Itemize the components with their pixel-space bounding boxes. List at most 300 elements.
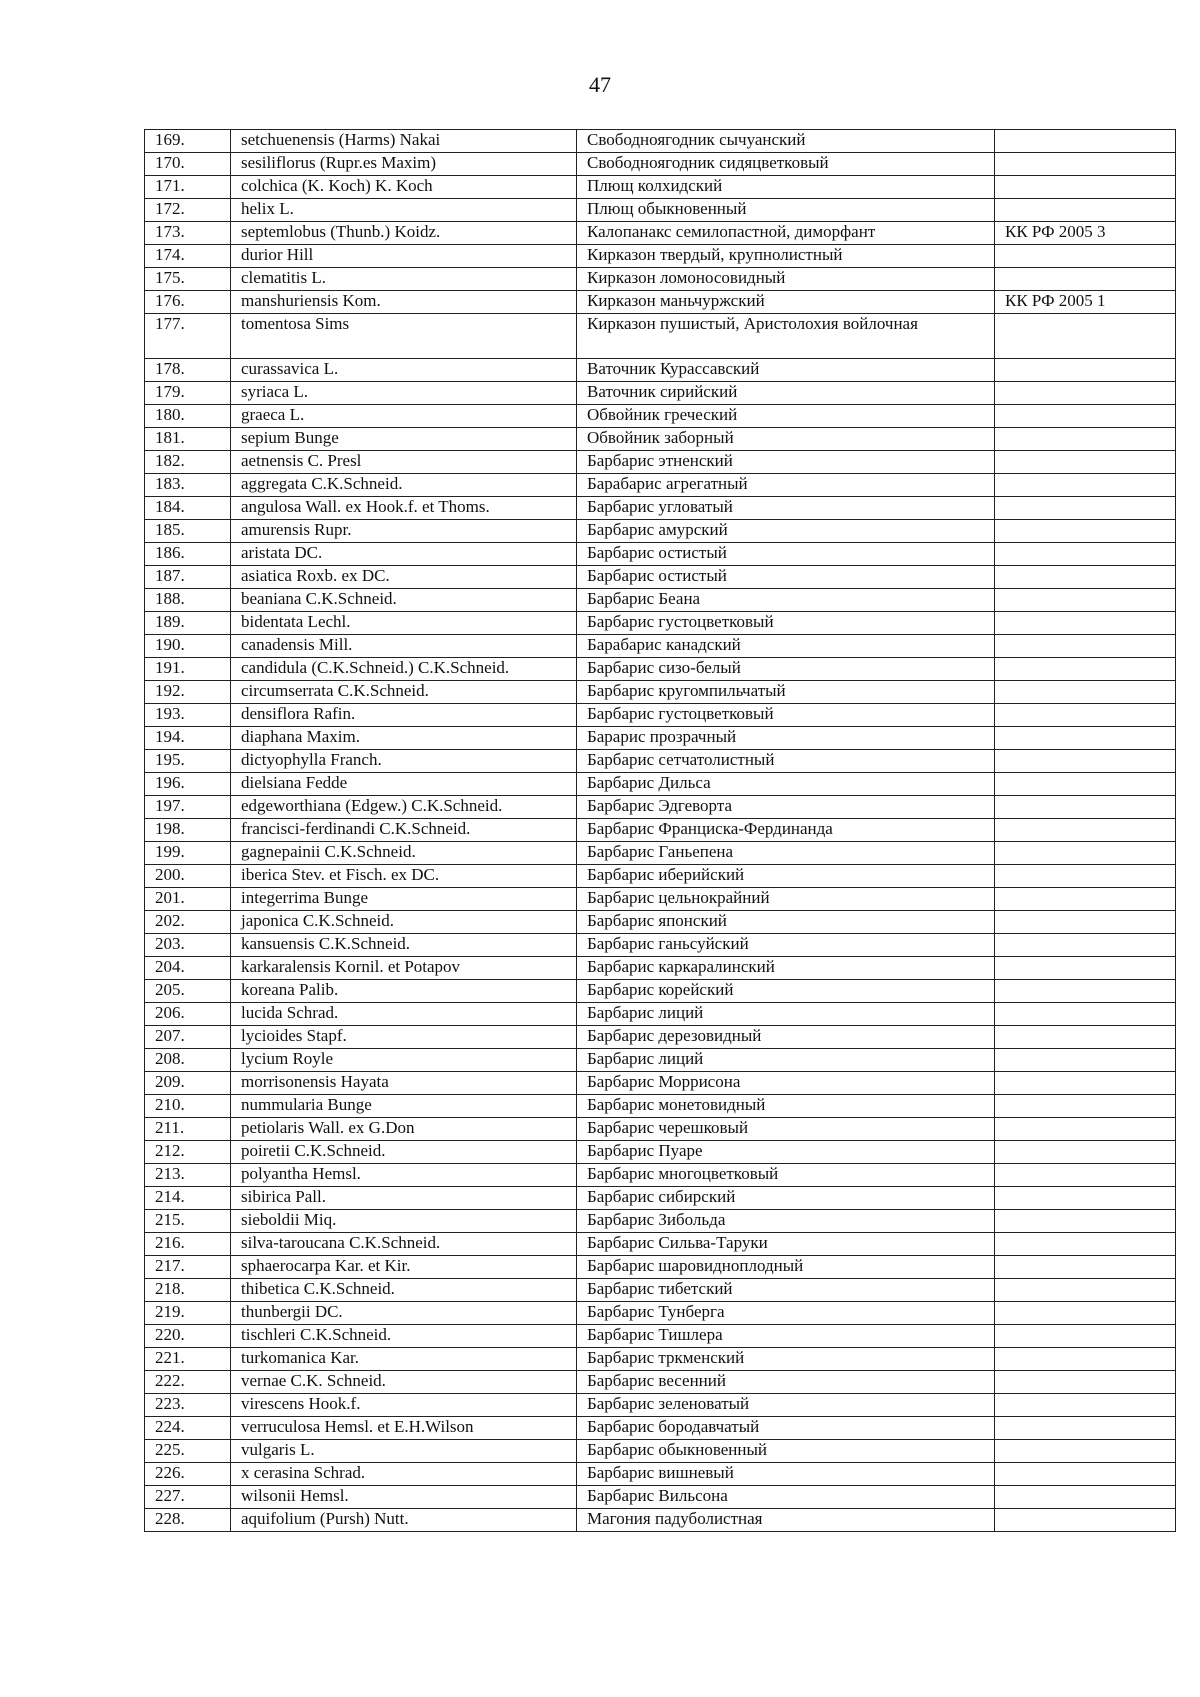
red-book-note-cell — [995, 865, 1176, 888]
row-number-cell: 201. — [145, 888, 231, 911]
russian-name-cell: Барарис прозрачный — [577, 727, 995, 750]
table-row — [145, 934, 1176, 957]
russian-name-cell: Барбарис кругомпильчатый — [577, 681, 995, 704]
latin-name-cell: thibetica C.K.Schneid. — [231, 1279, 577, 1302]
russian-name-cell: Барбарис Сильва-Таруки — [577, 1233, 995, 1256]
russian-name-cell: Барбарис каркаралинский — [577, 957, 995, 980]
row-number-cell: 205. — [145, 980, 231, 1003]
row-number-cell: 181. — [145, 428, 231, 451]
latin-name-cell: sphaerocarpa Kar. et Kir. — [231, 1256, 577, 1279]
red-book-note-cell — [995, 1256, 1176, 1279]
table-row — [145, 1302, 1176, 1325]
row-number-cell: 199. — [145, 842, 231, 865]
table-row — [145, 819, 1176, 842]
russian-name-cell: Барбарис Ганьепена — [577, 842, 995, 865]
table-row — [145, 911, 1176, 934]
row-number-cell: 179. — [145, 382, 231, 405]
red-book-note-cell — [995, 658, 1176, 681]
row-number-cell: 178. — [145, 359, 231, 382]
red-book-note-cell — [995, 957, 1176, 980]
row-number-cell: 190. — [145, 635, 231, 658]
russian-name-cell: Барбарис корейский — [577, 980, 995, 1003]
row-number-cell: 202. — [145, 911, 231, 934]
russian-name-cell: Барбарис сизо-белый — [577, 658, 995, 681]
row-number-cell: 194. — [145, 727, 231, 750]
red-book-note-cell — [995, 934, 1176, 957]
red-book-note-cell — [995, 1141, 1176, 1164]
table-row — [145, 1118, 1176, 1141]
russian-name-cell: Барбарис Тишлера — [577, 1325, 995, 1348]
row-number-cell: 171. — [145, 176, 231, 199]
russian-name-cell: Барбарис Эдгеворта — [577, 796, 995, 819]
row-number-cell: 213. — [145, 1164, 231, 1187]
latin-name-cell: setchuenensis (Harms) Nakai — [231, 130, 577, 153]
russian-name-cell: Барбарис Моррисона — [577, 1072, 995, 1095]
table-row — [145, 1095, 1176, 1118]
russian-name-cell: Барбарис амурский — [577, 520, 995, 543]
table-row — [145, 1509, 1176, 1532]
red-book-note-cell — [995, 245, 1176, 268]
russian-name-cell: Плющ колхидский — [577, 176, 995, 199]
table-row — [145, 1486, 1176, 1509]
latin-name-cell: kansuensis C.K.Schneid. — [231, 934, 577, 957]
russian-name-cell: Барбарис Зибольда — [577, 1210, 995, 1233]
row-number-cell: 200. — [145, 865, 231, 888]
russian-name-cell: Барабарис агрегатный — [577, 474, 995, 497]
row-number-cell: 214. — [145, 1187, 231, 1210]
russian-name-cell: Барбарис остистый — [577, 543, 995, 566]
table-row — [145, 130, 1176, 153]
russian-name-cell: Барабарис канадский — [577, 635, 995, 658]
row-number-cell: 227. — [145, 1486, 231, 1509]
russian-name-cell: Барбарис иберийский — [577, 865, 995, 888]
row-number-cell: 216. — [145, 1233, 231, 1256]
russian-name-cell: Кирказон пушистый, Аристолохия войлочная — [577, 314, 995, 359]
latin-name-cell: vulgaris L. — [231, 1440, 577, 1463]
table-row — [145, 1164, 1176, 1187]
red-book-note-cell — [995, 566, 1176, 589]
red-book-note-cell: КК РФ 2005 1 — [995, 291, 1176, 314]
latin-name-cell: lycium Royle — [231, 1049, 577, 1072]
latin-name-cell: karkaralensis Kornil. et Potapov — [231, 957, 577, 980]
russian-name-cell: Барбарис сетчатолистный — [577, 750, 995, 773]
red-book-note-cell — [995, 1463, 1176, 1486]
latin-name-cell: septemlobus (Thunb.) Koidz. — [231, 222, 577, 245]
table-row — [145, 1233, 1176, 1256]
latin-name-cell: sibirica Pall. — [231, 1187, 577, 1210]
row-number-cell: 195. — [145, 750, 231, 773]
row-number-cell: 225. — [145, 1440, 231, 1463]
russian-name-cell: Барбарис зеленоватый — [577, 1394, 995, 1417]
red-book-note-cell — [995, 543, 1176, 566]
row-number-cell: 169. — [145, 130, 231, 153]
russian-name-cell: Барбарис густоцветковый — [577, 704, 995, 727]
red-book-note-cell — [995, 635, 1176, 658]
red-book-note-cell — [995, 796, 1176, 819]
latin-name-cell: poiretii C.K.Schneid. — [231, 1141, 577, 1164]
russian-name-cell: Барбарис шаровиднoплодный — [577, 1256, 995, 1279]
row-number-cell: 189. — [145, 612, 231, 635]
table-row — [145, 1072, 1176, 1095]
table-row — [145, 612, 1176, 635]
russian-name-cell: Барбарис Пуаре — [577, 1141, 995, 1164]
table-row — [145, 176, 1176, 199]
latin-name-cell: bidentata Lechl. — [231, 612, 577, 635]
table-row — [145, 888, 1176, 911]
russian-name-cell: Свободноягодник сычуанский — [577, 130, 995, 153]
red-book-note-cell — [995, 1118, 1176, 1141]
latin-name-cell: nummularia Bunge — [231, 1095, 577, 1118]
red-book-note-cell — [995, 1210, 1176, 1233]
row-number-cell: 209. — [145, 1072, 231, 1095]
latin-name-cell: tischleri C.K.Schneid. — [231, 1325, 577, 1348]
latin-name-cell: candidula (C.K.Schneid.) C.K.Schneid. — [231, 658, 577, 681]
russian-name-cell: Барбарис обыкновенный — [577, 1440, 995, 1463]
table-row — [145, 1003, 1176, 1026]
table-row — [145, 681, 1176, 704]
red-book-note-cell — [995, 1187, 1176, 1210]
table-row — [145, 474, 1176, 497]
row-number-cell: 221. — [145, 1348, 231, 1371]
table-row — [145, 1256, 1176, 1279]
row-number-cell: 186. — [145, 543, 231, 566]
row-number-cell: 217. — [145, 1256, 231, 1279]
table-row — [145, 750, 1176, 773]
russian-name-cell: Барбарис Дильса — [577, 773, 995, 796]
table-row — [145, 842, 1176, 865]
red-book-note-cell — [995, 842, 1176, 865]
latin-name-cell: wilsonii Hemsl. — [231, 1486, 577, 1509]
red-book-note-cell — [995, 1371, 1176, 1394]
table-row — [145, 1026, 1176, 1049]
red-book-note-cell — [995, 1486, 1176, 1509]
russian-name-cell: Барбарис густоцветковый — [577, 612, 995, 635]
row-number-cell: 184. — [145, 497, 231, 520]
table-row — [145, 428, 1176, 451]
red-book-note-cell — [995, 681, 1176, 704]
latin-name-cell: asiatica Roxb. ex DC. — [231, 566, 577, 589]
latin-name-cell: koreana Palib. — [231, 980, 577, 1003]
latin-name-cell: thunbergii DC. — [231, 1302, 577, 1325]
russian-name-cell: Барбарис черешковый — [577, 1118, 995, 1141]
row-number-cell: 203. — [145, 934, 231, 957]
russian-name-cell: Барбарис дерезовидный — [577, 1026, 995, 1049]
table-row — [145, 1325, 1176, 1348]
row-number-cell: 204. — [145, 957, 231, 980]
row-number-cell: 172. — [145, 199, 231, 222]
latin-name-cell: japonica C.K.Schneid. — [231, 911, 577, 934]
row-number-cell: 180. — [145, 405, 231, 428]
species-table-body — [145, 130, 1176, 1532]
red-book-note-cell — [995, 1302, 1176, 1325]
russian-name-cell: Барбарис вишневый — [577, 1463, 995, 1486]
row-number-cell: 224. — [145, 1417, 231, 1440]
latin-name-cell: manshuriensis Kom. — [231, 291, 577, 314]
red-book-note-cell — [995, 1417, 1176, 1440]
russian-name-cell: Плющ обыкновенный — [577, 199, 995, 222]
latin-name-cell: aetnensis C. Presl — [231, 451, 577, 474]
russian-name-cell: Барбарис японский — [577, 911, 995, 934]
row-number-cell: 182. — [145, 451, 231, 474]
red-book-note-cell — [995, 1348, 1176, 1371]
latin-name-cell: polyantha Hemsl. — [231, 1164, 577, 1187]
table-row — [145, 1440, 1176, 1463]
russian-name-cell: Барбарис угловатый — [577, 497, 995, 520]
latin-name-cell: beaniana C.K.Schneid. — [231, 589, 577, 612]
row-number-cell: 210. — [145, 1095, 231, 1118]
row-number-cell: 223. — [145, 1394, 231, 1417]
red-book-note-cell — [995, 497, 1176, 520]
row-number-cell: 170. — [145, 153, 231, 176]
latin-name-cell: francisci-ferdinandi C.K.Schneid. — [231, 819, 577, 842]
red-book-note-cell — [995, 268, 1176, 291]
red-book-note-cell — [995, 405, 1176, 428]
row-number-cell: 219. — [145, 1302, 231, 1325]
red-book-note-cell — [995, 773, 1176, 796]
row-number-cell: 185. — [145, 520, 231, 543]
latin-name-cell: angulosa Wall. ex Hook.f. et Thoms. — [231, 497, 577, 520]
table-row — [145, 1463, 1176, 1486]
latin-name-cell: iberica Stev. et Fisch. ex DC. — [231, 865, 577, 888]
row-number-cell: 183. — [145, 474, 231, 497]
table-row — [145, 658, 1176, 681]
russian-name-cell: Кирказон маньчуржский — [577, 291, 995, 314]
latin-name-cell: morrisonensis Hayata — [231, 1072, 577, 1095]
species-table — [144, 129, 1176, 1532]
red-book-note-cell — [995, 176, 1176, 199]
russian-name-cell: Барбарис цельнокрайний — [577, 888, 995, 911]
latin-name-cell: curassavica L. — [231, 359, 577, 382]
red-book-note-cell — [995, 911, 1176, 934]
red-book-note-cell — [995, 451, 1176, 474]
table-row — [145, 543, 1176, 566]
latin-name-cell: petiolaris Wall. ex G.Don — [231, 1118, 577, 1141]
russian-name-cell: Барбарис остистый — [577, 566, 995, 589]
latin-name-cell: vernae C.K. Schneid. — [231, 1371, 577, 1394]
page-number: 47 — [589, 72, 611, 97]
latin-name-cell: dielsiana Fedde — [231, 773, 577, 796]
russian-name-cell: Барбарис многоцветковый — [577, 1164, 995, 1187]
table-row — [145, 382, 1176, 405]
red-book-note-cell — [995, 1233, 1176, 1256]
russian-name-cell: Калопанакс семилопастной, диморфант — [577, 222, 995, 245]
table-row — [145, 497, 1176, 520]
russian-name-cell: Ваточник сирийский — [577, 382, 995, 405]
row-number-cell: 174. — [145, 245, 231, 268]
row-number-cell: 220. — [145, 1325, 231, 1348]
russian-name-cell: Свободноягодник сидяцветковый — [577, 153, 995, 176]
table-row — [145, 1049, 1176, 1072]
russian-name-cell: Кирказон твердый, крупнолистный — [577, 245, 995, 268]
red-book-note-cell — [995, 589, 1176, 612]
russian-name-cell: Барбарис Франциска-Фердинанда — [577, 819, 995, 842]
row-number-cell: 208. — [145, 1049, 231, 1072]
table-row — [145, 1417, 1176, 1440]
red-book-note-cell — [995, 130, 1176, 153]
table-row — [145, 268, 1176, 291]
row-number-cell: 218. — [145, 1279, 231, 1302]
row-number-cell: 176. — [145, 291, 231, 314]
table-row — [145, 359, 1176, 382]
latin-name-cell: turkomanica Kar. — [231, 1348, 577, 1371]
red-book-note-cell — [995, 359, 1176, 382]
red-book-note-cell — [995, 1279, 1176, 1302]
red-book-note-cell — [995, 819, 1176, 842]
table-row — [145, 1187, 1176, 1210]
red-book-note-cell — [995, 1049, 1176, 1072]
red-book-note-cell — [995, 1164, 1176, 1187]
table-row — [145, 865, 1176, 888]
row-number-cell: 188. — [145, 589, 231, 612]
russian-name-cell: Барбарис лиций — [577, 1049, 995, 1072]
red-book-note-cell — [995, 1325, 1176, 1348]
latin-name-cell: aristata DC. — [231, 543, 577, 566]
table-row — [145, 405, 1176, 428]
table-row — [145, 980, 1176, 1003]
red-book-note-cell — [995, 1026, 1176, 1049]
row-number-cell: 228. — [145, 1509, 231, 1532]
latin-name-cell: sieboldii Miq. — [231, 1210, 577, 1233]
red-book-note-cell — [995, 980, 1176, 1003]
latin-name-cell: edgeworthiana (Edgew.) C.K.Schneid. — [231, 796, 577, 819]
table-row — [145, 291, 1176, 314]
latin-name-cell: durior Hill — [231, 245, 577, 268]
latin-name-cell: integerrima Bunge — [231, 888, 577, 911]
russian-name-cell: Барбарис Беана — [577, 589, 995, 612]
table-row — [145, 635, 1176, 658]
red-book-note-cell — [995, 704, 1176, 727]
latin-name-cell: clematitis L. — [231, 268, 577, 291]
red-book-note-cell — [995, 1394, 1176, 1417]
red-book-note-cell — [995, 1440, 1176, 1463]
latin-name-cell: x cerasina Schrad. — [231, 1463, 577, 1486]
row-number-cell: 196. — [145, 773, 231, 796]
table-row — [145, 796, 1176, 819]
latin-name-cell: lucida Schrad. — [231, 1003, 577, 1026]
russian-name-cell: Кирказон ломоносовидный — [577, 268, 995, 291]
row-number-cell: 212. — [145, 1141, 231, 1164]
russian-name-cell: Барбарис тибетский — [577, 1279, 995, 1302]
red-book-note-cell — [995, 382, 1176, 405]
table-row — [145, 520, 1176, 543]
table-row — [145, 451, 1176, 474]
row-number-cell: 207. — [145, 1026, 231, 1049]
russian-name-cell: Барбарис бородавчатый — [577, 1417, 995, 1440]
russian-name-cell: Обвойник заборный — [577, 428, 995, 451]
table-row — [145, 245, 1176, 268]
row-number-cell: 215. — [145, 1210, 231, 1233]
latin-name-cell: diaphana Maxim. — [231, 727, 577, 750]
latin-name-cell: aggregata C.K.Schneid. — [231, 474, 577, 497]
latin-name-cell: helix L. — [231, 199, 577, 222]
row-number-cell: 222. — [145, 1371, 231, 1394]
table-row — [145, 589, 1176, 612]
row-number-cell: 226. — [145, 1463, 231, 1486]
table-row — [145, 704, 1176, 727]
red-book-note-cell — [995, 1072, 1176, 1095]
red-book-note-cell — [995, 520, 1176, 543]
russian-name-cell: Ваточник Курассавский — [577, 359, 995, 382]
red-book-note-cell — [995, 1095, 1176, 1118]
red-book-note-cell: КК РФ 2005 3 — [995, 222, 1176, 245]
red-book-note-cell — [995, 612, 1176, 635]
russian-name-cell: Барбарис тркменский — [577, 1348, 995, 1371]
red-book-note-cell — [995, 1509, 1176, 1532]
russian-name-cell: Барбарис монетовидный — [577, 1095, 995, 1118]
table-row — [145, 1371, 1176, 1394]
latin-name-cell: circumserrata C.K.Schneid. — [231, 681, 577, 704]
latin-name-cell: lycioides Stapf. — [231, 1026, 577, 1049]
latin-name-cell: verruculosa Hemsl. et E.H.Wilson — [231, 1417, 577, 1440]
russian-name-cell: Барбарис Вильсона — [577, 1486, 995, 1509]
latin-name-cell: sepium Bunge — [231, 428, 577, 451]
table-row — [145, 314, 1176, 359]
latin-name-cell: silva-taroucana C.K.Schneid. — [231, 1233, 577, 1256]
red-book-note-cell — [995, 199, 1176, 222]
latin-name-cell: syriaca L. — [231, 382, 577, 405]
row-number-cell: 198. — [145, 819, 231, 842]
row-number-cell: 173. — [145, 222, 231, 245]
red-book-note-cell — [995, 888, 1176, 911]
russian-name-cell: Барбарис сибирский — [577, 1187, 995, 1210]
row-number-cell: 211. — [145, 1118, 231, 1141]
russian-name-cell: Барбарис весенний — [577, 1371, 995, 1394]
table-row — [145, 957, 1176, 980]
russian-name-cell: Обвойник греческий — [577, 405, 995, 428]
red-book-note-cell — [995, 727, 1176, 750]
table-row — [145, 727, 1176, 750]
table-row — [145, 1279, 1176, 1302]
latin-name-cell: graeca L. — [231, 405, 577, 428]
row-number-cell: 177. — [145, 314, 231, 359]
row-number-cell: 191. — [145, 658, 231, 681]
latin-name-cell: sesiliflorus (Rupr.es Maxim) — [231, 153, 577, 176]
red-book-note-cell — [995, 428, 1176, 451]
red-book-note-cell — [995, 153, 1176, 176]
table-row — [145, 1394, 1176, 1417]
red-book-note-cell — [995, 314, 1176, 359]
latin-name-cell: densiflora Rafin. — [231, 704, 577, 727]
russian-name-cell: Барбарис этненский — [577, 451, 995, 474]
russian-name-cell: Барбарис ганьсуйский — [577, 934, 995, 957]
latin-name-cell: gagnepainii C.K.Schneid. — [231, 842, 577, 865]
table-row — [145, 1348, 1176, 1371]
table-row — [145, 566, 1176, 589]
row-number-cell: 193. — [145, 704, 231, 727]
red-book-note-cell — [995, 1003, 1176, 1026]
latin-name-cell: canadensis Mill. — [231, 635, 577, 658]
latin-name-cell: tomentosa Sims — [231, 314, 577, 359]
russian-name-cell: Барбарис Тунберга — [577, 1302, 995, 1325]
latin-name-cell: colchica (K. Koch) K. Koch — [231, 176, 577, 199]
row-number-cell: 197. — [145, 796, 231, 819]
table-row — [145, 222, 1176, 245]
row-number-cell: 206. — [145, 1003, 231, 1026]
latin-name-cell: dictyophylla Franch. — [231, 750, 577, 773]
row-number-cell: 187. — [145, 566, 231, 589]
latin-name-cell: virescens Hook.f. — [231, 1394, 577, 1417]
russian-name-cell: Барбарис лиций — [577, 1003, 995, 1026]
table-row — [145, 1210, 1176, 1233]
table-row — [145, 199, 1176, 222]
red-book-note-cell — [995, 474, 1176, 497]
red-book-note-cell — [995, 750, 1176, 773]
table-row — [145, 153, 1176, 176]
table-row — [145, 773, 1176, 796]
table-row — [145, 1141, 1176, 1164]
latin-name-cell: amurensis Rupr. — [231, 520, 577, 543]
row-number-cell: 192. — [145, 681, 231, 704]
